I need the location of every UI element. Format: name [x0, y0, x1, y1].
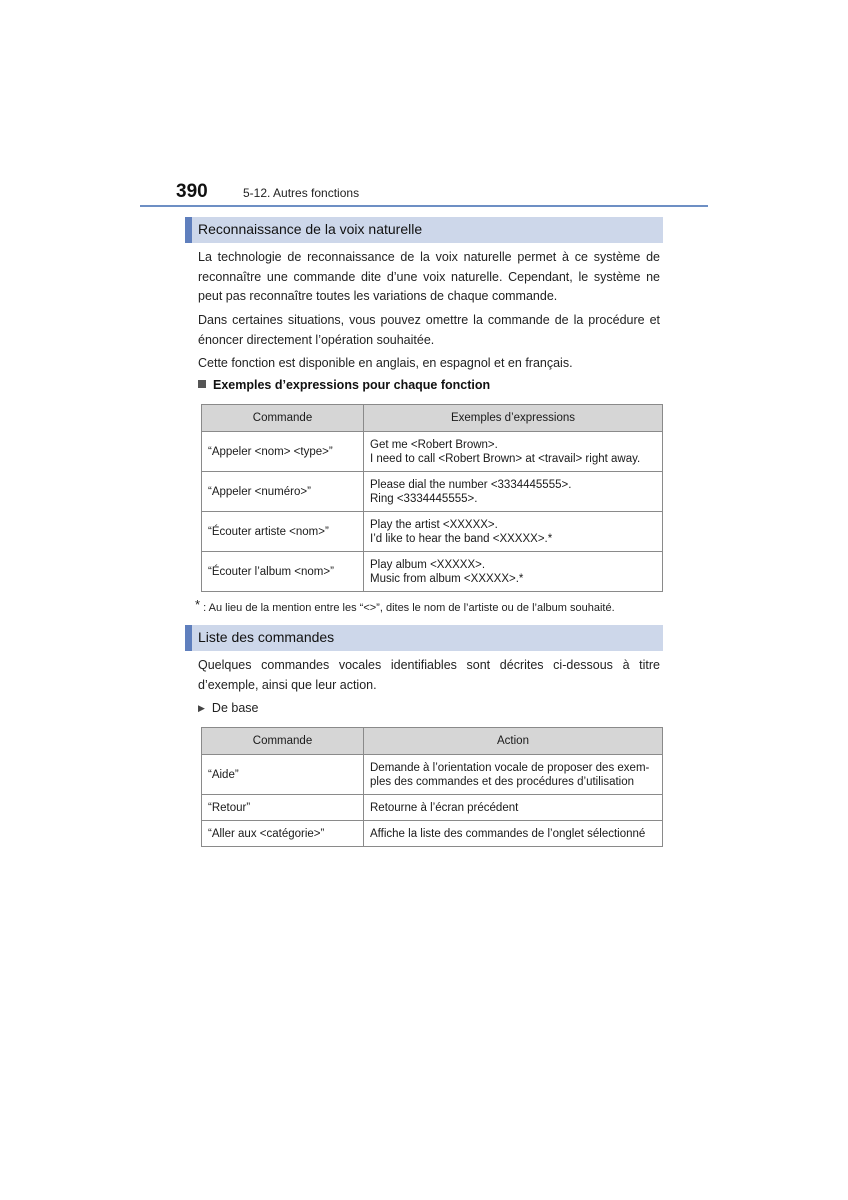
example-cell — [364, 472, 663, 512]
table-row — [202, 512, 663, 552]
example-cell — [364, 552, 663, 592]
column-header: Commande — [202, 405, 364, 432]
footnote-text: : Au lieu de la mention entre les “<>”, dites le nom de l’artiste ou de l’album souhaité. — [203, 602, 615, 614]
column-header: Exemples d’expressions — [364, 405, 663, 432]
command-cell: “Appeler <numéro>” — [202, 472, 364, 512]
example-cell — [364, 512, 663, 552]
section-title: Liste des commandes — [198, 629, 335, 645]
action-line: ples des commandes et des procédures d’utilisation — [370, 775, 635, 788]
action-cell: Affiche la liste des commandes de l’onglet sélectionné — [364, 821, 663, 847]
example-line: I need to call <Robert Brown> at <travail> right away. — [370, 452, 641, 465]
footnote-mark: * — [195, 597, 201, 612]
action-line: Demande à l’orientation vocale de proposer des exem- — [370, 761, 650, 774]
example-line: Get me <Robert Brown>. — [370, 438, 498, 451]
subheading-examples — [198, 378, 490, 392]
table-header-row — [202, 405, 663, 432]
square-bullet-icon — [198, 380, 206, 388]
command-cell: “Écouter l’album <nom>” — [202, 552, 364, 592]
commands-table — [201, 727, 663, 847]
example-line: Play album <XXXXX>. — [370, 558, 486, 571]
chapter-title: 5-12. Autres fonctions — [243, 186, 360, 200]
section-heading-voice-recognition — [185, 217, 663, 243]
subheading-text: Exemples d’expressions pour chaque fonction — [213, 378, 491, 392]
section-title: Reconnaissance de la voix naturelle — [198, 221, 423, 237]
example-line: I’d like to hear the band <XXXXX>.* — [370, 532, 553, 545]
command-cell: “Aller aux <catégorie>” — [202, 821, 364, 847]
triangle-bullet-icon: ▶ — [198, 703, 205, 713]
paragraph-intro: La technologie de reconnaissance de la voix naturelle permet à ce système de reconnaître une commande dite d’une voix naturelle. Cependant, le système ne peut pas reconnaître toutes les variations de chaque commande. — [198, 250, 660, 303]
command-cell: “Aide” — [202, 755, 364, 795]
command-cell: “Retour” — [202, 795, 364, 821]
paragraph-omit-command: Dans certaines situations, vous pouvez omettre la commande de la procédure et énoncer directement l’opération souhaitée. — [198, 313, 660, 347]
footnote — [195, 597, 615, 614]
bullet-basic — [198, 701, 258, 715]
column-header: Action — [364, 728, 663, 755]
table-row — [202, 552, 663, 592]
example-line: Ring <3334445555>. — [370, 492, 478, 505]
example-line: Play the artist <XXXXX>. — [370, 518, 498, 531]
examples-table — [201, 404, 663, 592]
column-header: Commande — [202, 728, 364, 755]
table-header-row — [202, 728, 663, 755]
table-row — [202, 432, 663, 472]
table-row — [202, 755, 663, 795]
section-heading-command-list — [185, 625, 663, 651]
example-line: Music from album <XXXXX>.* — [370, 572, 524, 585]
table-row — [202, 821, 663, 847]
paragraph-languages: Cette fonction est disponible en anglais, en espagnol et en français. — [198, 356, 573, 370]
paragraph-command-list-intro: Quelques commandes vocales identifiables sont décrites ci-dessous à titre d’exemple, ainsi que leur action. — [198, 658, 660, 692]
action-cell: Retourne à l’écran précédent — [364, 795, 663, 821]
command-cell: “Écouter artiste <nom>” — [202, 512, 364, 552]
table-row — [202, 472, 663, 512]
bullet-text: De base — [211, 701, 259, 715]
command-cell: “Appeler <nom> <type>” — [202, 432, 364, 472]
example-cell — [364, 432, 663, 472]
action-cell — [364, 755, 663, 795]
example-line: Please dial the number <3334445555>. — [370, 478, 572, 491]
table-row — [202, 795, 663, 821]
header-rule — [140, 205, 708, 207]
page-number: 390 — [176, 181, 208, 202]
